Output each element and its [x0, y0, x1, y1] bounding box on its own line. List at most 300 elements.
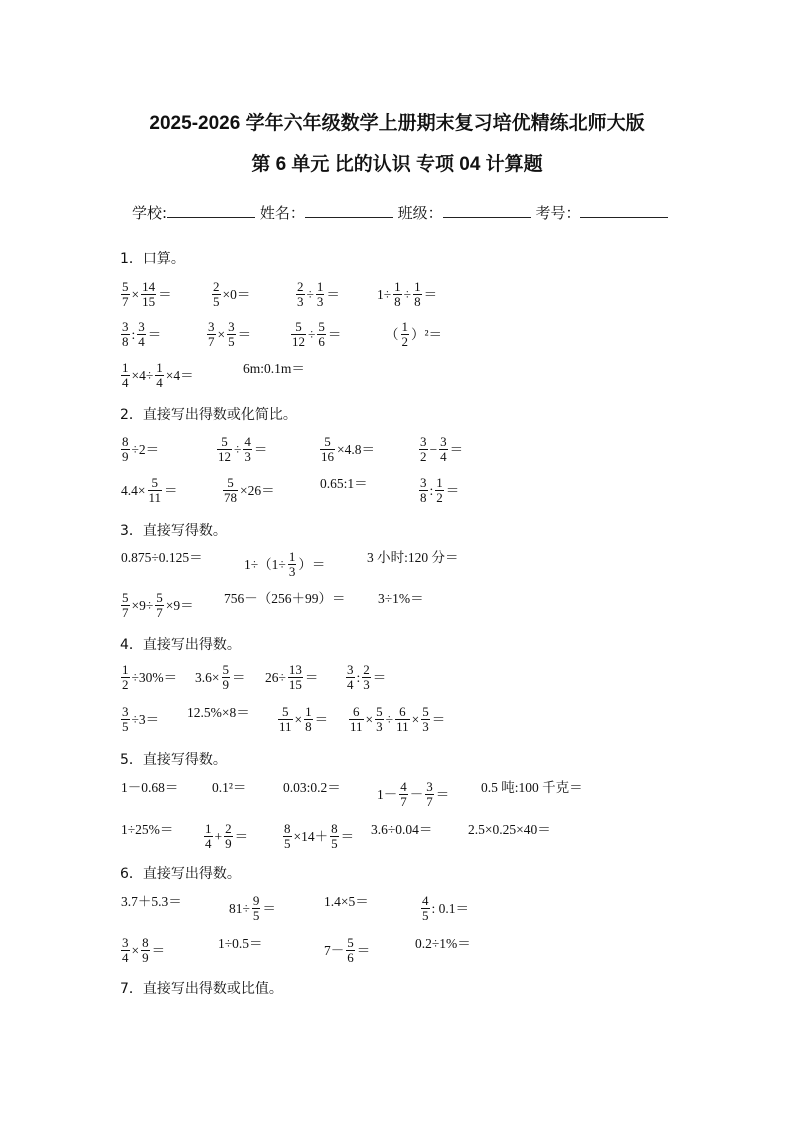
expression-text: ＝	[431, 711, 446, 727]
expression-text: :	[356, 669, 361, 685]
expression	[376, 280, 438, 309]
denominator: 3	[244, 449, 251, 464]
class-label: 班级：	[397, 204, 443, 222]
numerator: 1	[288, 549, 296, 564]
numerator: 3	[440, 434, 447, 449]
numerator: 1	[436, 475, 443, 490]
expression	[323, 936, 371, 965]
expression-text: ÷	[234, 441, 242, 457]
expression	[186, 705, 251, 720]
numerator: 8	[142, 935, 149, 950]
fraction	[296, 280, 305, 309]
numerator: 1	[394, 279, 401, 294]
fraction	[252, 894, 261, 923]
denominator: 6	[318, 334, 325, 349]
expression	[242, 361, 306, 376]
expression-text: 0.65:1＝	[320, 476, 368, 492]
denominator: 7	[400, 794, 407, 809]
expression-text: 3÷1%＝	[378, 591, 424, 607]
expression-text: ＝	[158, 286, 172, 302]
denominator: 5	[122, 719, 129, 734]
expression-text: 3.7＋5.3＝	[121, 894, 182, 910]
numerator: 8	[284, 821, 291, 836]
expression-text: +	[214, 828, 223, 844]
expression-text: ×	[365, 711, 374, 727]
expression-text: :	[429, 482, 434, 498]
fraction	[283, 822, 292, 851]
fraction	[121, 591, 130, 620]
expression	[217, 936, 264, 951]
fraction	[346, 936, 355, 965]
fraction	[288, 663, 303, 692]
expression-text: 1÷	[377, 286, 392, 302]
numerator: 4	[400, 779, 407, 794]
denominator: 12	[292, 334, 305, 349]
expression	[345, 663, 387, 692]
expression	[323, 894, 370, 909]
expression	[418, 435, 464, 464]
section-heading: 4．直接写出得数。	[120, 637, 241, 653]
fraction	[349, 705, 364, 734]
school-label: 学校:	[132, 204, 168, 222]
expression	[120, 361, 195, 390]
expression-text: :	[131, 326, 136, 342]
expression-text: 0.5 吨:100 千克＝	[481, 780, 583, 796]
fraction	[141, 280, 156, 309]
denominator: 4	[205, 836, 212, 851]
fraction	[320, 435, 335, 464]
denominator: 4	[440, 449, 447, 464]
expression	[120, 591, 195, 620]
expression	[223, 591, 347, 606]
expression	[120, 780, 179, 795]
expression-text: 1÷0.5＝	[218, 936, 263, 952]
numerator: 3	[426, 779, 433, 794]
numerator: 5	[222, 662, 229, 677]
expression-text: 1－	[377, 786, 398, 802]
expression	[211, 780, 247, 795]
expression-text: ＝	[304, 669, 319, 685]
expression-text: ＝	[327, 326, 342, 342]
expression-text: −	[429, 441, 438, 457]
expression-text: ＝	[435, 786, 450, 802]
denominator: 4	[122, 375, 129, 390]
expression-text: ×	[131, 286, 140, 302]
expression-text: 26÷	[265, 669, 286, 685]
fraction	[222, 663, 231, 692]
fraction	[316, 280, 325, 309]
fraction	[291, 320, 306, 349]
denominator: 5	[284, 836, 291, 851]
denominator: 5	[252, 908, 260, 923]
numerator: 5	[376, 704, 383, 719]
numerator: 1	[305, 704, 312, 719]
denominator: 2	[401, 334, 408, 349]
expression	[211, 280, 251, 309]
denominator: 8	[122, 334, 129, 349]
numerator: 5	[422, 704, 429, 719]
numerator: 6	[353, 704, 360, 719]
expression	[243, 550, 326, 579]
expression	[282, 822, 355, 851]
fraction	[362, 663, 371, 692]
fraction	[330, 822, 339, 851]
fraction	[401, 320, 410, 349]
class-blank[interactable]	[443, 203, 531, 218]
fraction	[121, 705, 130, 734]
fraction	[212, 280, 221, 309]
denominator: 16	[321, 449, 334, 464]
numerator: 2	[363, 662, 370, 677]
expression-text: ）²＝	[411, 326, 443, 342]
numerator: 5	[156, 590, 163, 605]
numerator: 1	[156, 360, 163, 375]
numerator: 2	[225, 821, 232, 836]
expression-text: ＝	[232, 669, 246, 685]
denominator: 2	[420, 449, 427, 464]
expression	[377, 591, 425, 606]
numerator: 5	[151, 475, 159, 490]
expression-text: ＝	[445, 482, 460, 498]
expression	[319, 476, 369, 491]
page-title: 2025-2026 学年六年级数学上册期末复习培优精练北师大版	[149, 113, 645, 134]
numerator: 1	[205, 821, 212, 836]
fraction	[121, 320, 130, 349]
numerator: 1	[414, 279, 421, 294]
expression-text: 4.4×	[121, 482, 146, 498]
school-blank[interactable]	[167, 203, 255, 218]
fraction	[141, 936, 150, 965]
expression-text: 0.2÷1%＝	[415, 936, 471, 952]
numerator: 8	[122, 434, 129, 449]
section-heading: 6．直接写出得数。	[120, 866, 241, 882]
fraction	[425, 780, 434, 809]
numerator: 6	[399, 704, 406, 719]
expression-text: ＝	[234, 828, 249, 844]
expression	[120, 320, 162, 349]
numerator: 5	[221, 434, 228, 449]
expression	[370, 822, 433, 837]
numerator: 1	[316, 279, 324, 294]
expression-text: 756－（256＋99）＝	[224, 591, 346, 607]
fraction	[375, 705, 384, 734]
expression-text: ×14＋	[293, 828, 329, 844]
expression-text: ＝	[151, 942, 166, 958]
numerator: 4	[422, 893, 429, 908]
expression	[206, 320, 252, 349]
expression-text: ＝	[340, 828, 355, 844]
expression-text: 81÷	[229, 900, 250, 916]
denominator: 7	[122, 294, 129, 309]
expression-text: : 0.1＝	[431, 900, 470, 916]
expression-text: 1÷25%＝	[121, 822, 174, 838]
denominator: 4	[156, 375, 163, 390]
fraction	[413, 280, 422, 309]
fraction	[121, 361, 130, 390]
numerator: 3	[347, 662, 354, 677]
denominator: 6	[347, 950, 354, 965]
numerator: 1	[122, 662, 129, 677]
expression-text: ×0＝	[222, 286, 251, 302]
fraction	[421, 894, 430, 923]
section-heading: 7．直接写出得数或比值。	[120, 981, 283, 997]
denominator: 8	[394, 294, 401, 309]
expression	[194, 663, 247, 692]
numerator: 5	[282, 704, 289, 719]
expression-text: 6m:0.1m＝	[243, 361, 305, 377]
denominator: 3	[297, 294, 304, 309]
numerator: 5	[122, 279, 129, 294]
expression-text: ×	[131, 942, 140, 958]
expression	[120, 663, 178, 692]
expression	[467, 822, 552, 837]
expression	[319, 435, 376, 464]
expression	[376, 780, 450, 809]
fraction	[121, 663, 130, 692]
numerator: 5	[122, 590, 129, 605]
numerator: 3	[208, 319, 215, 334]
expression-text: ）＝	[298, 556, 326, 572]
fraction	[217, 435, 232, 464]
expression-text: ÷	[403, 286, 412, 302]
fraction	[399, 780, 408, 809]
expression-text: ＝	[449, 441, 464, 457]
expression-text: 0.03:0.2＝	[283, 780, 341, 796]
denominator: 12	[218, 449, 231, 464]
fraction	[223, 476, 238, 505]
numerator: 5	[227, 475, 234, 490]
expression-text: ＝	[253, 441, 268, 457]
denominator: 7	[122, 605, 129, 620]
denominator: 2	[122, 677, 129, 692]
expression	[264, 663, 319, 692]
expression-text: （	[385, 326, 399, 342]
numerator: 3	[122, 935, 129, 950]
denominator: 9	[142, 950, 149, 965]
fraction	[207, 320, 216, 349]
fraction	[317, 320, 326, 349]
fraction	[227, 320, 236, 349]
numerator: 9	[252, 893, 260, 908]
denominator: 5	[213, 294, 220, 309]
expression	[366, 550, 460, 565]
expression	[120, 822, 174, 837]
section-heading: 5．直接写得数。	[120, 752, 227, 768]
expression	[282, 780, 342, 795]
expression	[120, 435, 160, 464]
expression-text: ×4÷	[131, 367, 154, 383]
expression	[420, 894, 470, 923]
denominator: 5	[331, 836, 338, 851]
denominator: 4	[347, 677, 354, 692]
expression-text: ×	[217, 326, 226, 342]
denominator: 7	[208, 334, 215, 349]
numerator: 5	[295, 319, 302, 334]
fraction	[421, 705, 430, 734]
fraction	[393, 280, 402, 309]
number-blank[interactable]	[580, 203, 668, 218]
expression-text: ＝	[314, 711, 329, 727]
denominator: 11	[279, 719, 292, 734]
expression-text: 3 小时:120 分＝	[367, 550, 459, 566]
expression-text: ＝	[356, 942, 371, 958]
expression-text: ＝	[372, 669, 387, 685]
expression-text: 3.6×	[195, 669, 220, 685]
numerator: 3	[122, 704, 129, 719]
fraction	[121, 280, 130, 309]
expression-text: ÷30%＝	[131, 669, 178, 685]
expression-text: ×	[411, 711, 420, 727]
expression-text: 12.5%×8＝	[187, 705, 250, 721]
expression-text: 2.5×0.25×40＝	[468, 822, 551, 838]
expression-text: ＝	[147, 326, 162, 342]
expression	[295, 280, 341, 309]
denominator: 5	[422, 908, 429, 923]
numerator: 4	[244, 434, 251, 449]
fraction	[243, 435, 252, 464]
fraction	[304, 705, 313, 734]
expression-text: ÷	[308, 326, 316, 342]
fraction	[419, 476, 428, 505]
fraction	[155, 361, 164, 390]
denominator: 2	[436, 490, 443, 505]
number-label: 考号：	[535, 204, 581, 222]
numerator: 8	[331, 821, 338, 836]
expression-text: ＝	[237, 326, 252, 342]
denominator: 4	[122, 950, 129, 965]
fraction	[155, 591, 164, 620]
denominator: 8	[420, 490, 427, 505]
numerator: 3	[138, 319, 145, 334]
denominator: 3	[316, 294, 324, 309]
expression	[222, 476, 276, 505]
numerator: 3	[228, 319, 235, 334]
numerator: 13	[288, 662, 302, 677]
expression	[120, 894, 183, 909]
expression-text: 3.6÷0.04＝	[371, 822, 433, 838]
denominator: 7	[426, 794, 433, 809]
numerator: 5	[324, 434, 331, 449]
expression-text: ×4＝	[165, 367, 194, 383]
expression-text: ×4.8＝	[337, 441, 375, 457]
expression	[120, 550, 204, 565]
expression-text: ＝	[164, 482, 178, 498]
denominator: 8	[414, 294, 421, 309]
denominator: 11	[396, 719, 409, 734]
denominator: 3	[288, 564, 296, 579]
fraction	[148, 476, 163, 505]
expression-text: 1÷（1÷	[244, 556, 286, 572]
expression	[203, 822, 249, 851]
denominator: 11	[148, 490, 162, 505]
student-info-line	[132, 202, 668, 223]
denominator: 4	[138, 334, 145, 349]
fraction	[278, 705, 293, 734]
page-subtitle: 第 6 单元 比的认识 专项 04 计算题	[251, 154, 543, 175]
denominator: 3	[376, 719, 383, 734]
fraction	[121, 435, 130, 464]
expression	[216, 435, 268, 464]
section-heading: 2．直接写出得数或化简比。	[120, 407, 297, 423]
expression-text: ×9＝	[165, 597, 194, 613]
numerator: 1	[122, 360, 129, 375]
fraction	[346, 663, 355, 692]
fraction	[419, 435, 428, 464]
fraction	[288, 550, 297, 579]
denominator: 78	[224, 490, 237, 505]
fraction	[395, 705, 410, 734]
expression-text: 1－0.68＝	[121, 780, 179, 796]
name-label: 姓名：	[259, 204, 305, 222]
expression-text: ÷3＝	[131, 711, 160, 727]
section-heading: 1．口算。	[120, 251, 185, 267]
expression	[348, 705, 446, 734]
expression-text: 1.4×5＝	[324, 894, 369, 910]
denominator: 3	[422, 719, 429, 734]
denominator: 9	[225, 836, 232, 851]
denominator: 15	[142, 294, 156, 309]
denominator: 5	[228, 334, 235, 349]
expression	[290, 320, 342, 349]
expression	[277, 705, 329, 734]
expression-text: ＝	[326, 286, 340, 302]
expression-text: ×9÷	[131, 597, 154, 613]
fraction	[121, 936, 130, 965]
numerator: 1	[401, 319, 408, 334]
expression-text: ×26＝	[240, 482, 275, 498]
numerator: 3	[122, 319, 129, 334]
section-heading: 3．直接写得数。	[120, 523, 227, 539]
expression-text: ×	[294, 711, 303, 727]
fraction	[435, 476, 444, 505]
name-blank[interactable]	[305, 203, 393, 218]
expression	[120, 280, 173, 309]
expression	[228, 894, 277, 923]
expression-text: ÷2＝	[131, 441, 160, 457]
numerator: 14	[142, 279, 156, 294]
numerator: 3	[420, 434, 427, 449]
fraction	[224, 822, 233, 851]
numerator: 5	[347, 935, 354, 950]
numerator: 2	[213, 279, 220, 294]
fraction	[137, 320, 146, 349]
expression	[480, 780, 584, 795]
denominator: 8	[305, 719, 312, 734]
denominator: 9	[222, 677, 229, 692]
numerator: 2	[297, 279, 304, 294]
expression	[120, 705, 160, 734]
numerator: 3	[420, 475, 427, 490]
denominator: 11	[350, 719, 363, 734]
denominator: 3	[363, 677, 370, 692]
expression-text: ＝	[423, 286, 438, 302]
expression	[414, 936, 472, 951]
numerator: 5	[318, 319, 325, 334]
expression-text: ÷	[385, 711, 394, 727]
denominator: 15	[288, 677, 302, 692]
denominator: 9	[122, 449, 129, 464]
expression-text: ＝	[262, 900, 276, 916]
expression	[120, 476, 179, 505]
fraction	[439, 435, 448, 464]
expression-text: ÷	[306, 286, 314, 302]
expression-text: 7－	[324, 942, 345, 958]
fraction	[204, 822, 213, 851]
expression	[384, 320, 443, 349]
expression-text: 0.875÷0.125＝	[121, 550, 203, 566]
expression-text: 0.1²＝	[212, 780, 247, 796]
expression	[418, 476, 460, 505]
